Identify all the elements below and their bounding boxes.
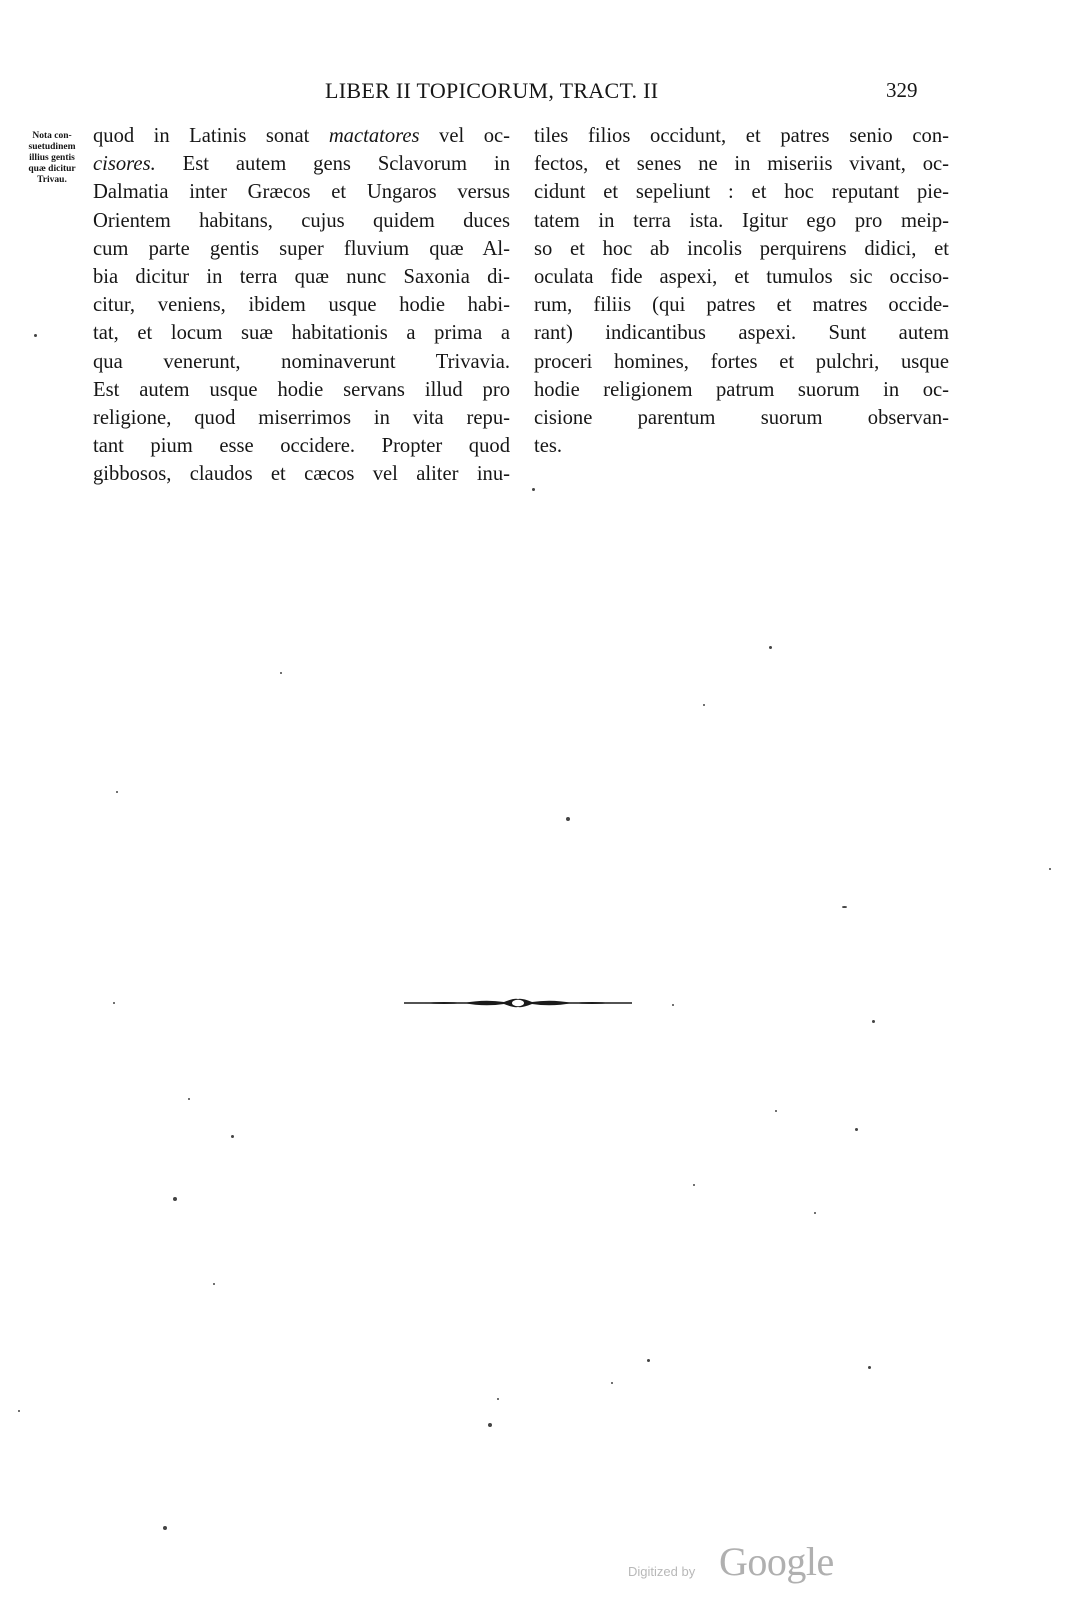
scan-speck <box>872 1020 875 1023</box>
left-text-column <box>93 122 510 488</box>
text-line: tant pium esse occidere. Propter quod <box>93 435 510 458</box>
text-line: cisores. Est autem gens Sclavorum in <box>93 153 510 176</box>
text-line: cum parte gentis super fluvium quæ Al- <box>93 237 510 260</box>
margin-note-line: illius gentis <box>29 153 75 163</box>
scan-speck <box>672 1004 674 1006</box>
text-line: tatem in terra ista. Igitur ego pro meip- <box>534 209 949 232</box>
margin-note-line: quæ dicitur <box>28 164 76 174</box>
text-line: Orientem habitans, cujus quidem duces <box>93 209 510 232</box>
text-line: tes. <box>534 435 563 458</box>
text-line: so et hoc ab incolis perquirens didici, et <box>534 237 949 260</box>
scan-speck <box>868 1366 871 1369</box>
margin-note-line: Trivau. <box>37 175 67 185</box>
text-line: oculata fide aspexi, et tumulos sic occiso- <box>534 265 949 288</box>
scan-speck <box>34 334 37 337</box>
scan-speck <box>611 1382 613 1384</box>
scan-speck <box>647 1359 650 1362</box>
scan-speck <box>497 1398 499 1400</box>
right-text-column <box>534 122 949 460</box>
text-line: cisione parentum suorum observan- <box>534 406 949 429</box>
text-line: tiles filios occidunt, et patres senio con- <box>534 125 949 147</box>
scan-speck <box>113 1002 115 1004</box>
digitized-watermark: Digitized by <box>628 1564 696 1579</box>
section-divider-ornament <box>404 996 632 1010</box>
margin-note-line: suetudinem <box>28 142 76 152</box>
scan-speck <box>566 817 570 821</box>
scan-speck <box>703 704 705 706</box>
text-line: gibbosos, claudos et cæcos vel aliter inu- <box>93 463 510 486</box>
scan-speck <box>18 1410 20 1412</box>
scan-speck <box>280 672 282 674</box>
scan-speck <box>213 1283 215 1285</box>
text-line: rum, filiis (qui patres et matres occide- <box>534 294 949 317</box>
margin-note-line: Nota con- <box>32 131 72 141</box>
text-line: quod in Latinis sonat mactatores vel oc- <box>93 125 510 147</box>
page-number: 329 <box>886 78 918 102</box>
google-watermark: Google <box>719 1539 834 1584</box>
text-line: tat, et locum suæ habitationis a prima a <box>93 322 510 345</box>
scan-speck <box>775 1110 777 1112</box>
text-line: cidunt et sepeliunt : et hoc reputant pie- <box>534 181 949 204</box>
scan-speck <box>769 646 772 649</box>
text-line: citur, veniens, ibidem usque hodie habi- <box>93 294 510 317</box>
text-line: hodie religionem patrum suorum in oc- <box>534 378 949 401</box>
scan-speck <box>163 1526 167 1530</box>
scan-speck <box>116 791 118 793</box>
scan-speck <box>842 906 847 908</box>
text-line: fectos, et senes ne in miseriis vivant, oc- <box>534 153 949 176</box>
page-header-title: LIBER II TOPICORUM, TRACT. II <box>325 78 659 103</box>
text-line: religione, quod miserrimos in vita repu- <box>93 406 510 429</box>
scan-speck <box>488 1423 492 1427</box>
text-line: Dalmatia inter Græcos et Ungaros versus <box>93 181 510 204</box>
text-line: qua venerunt, nominaverunt Trivavia. <box>93 350 510 373</box>
scan-speck <box>231 1135 234 1138</box>
scan-speck <box>188 1098 190 1100</box>
text-line: bia dicitur in terra quæ nunc Saxonia di- <box>93 265 510 288</box>
text-line: proceri homines, fortes et pulchri, usque <box>534 350 949 373</box>
scan-speck <box>532 488 535 491</box>
margin-note <box>14 131 90 186</box>
scan-speck <box>693 1184 695 1186</box>
scan-speck <box>173 1197 177 1201</box>
scan-speck <box>855 1128 858 1131</box>
text-line: Est autem usque hodie servans illud pro <box>93 378 510 401</box>
scan-speck <box>814 1212 816 1214</box>
scan-speck <box>1049 868 1051 870</box>
text-line: rant) indicantibus aspexi. Sunt autem <box>534 322 949 345</box>
